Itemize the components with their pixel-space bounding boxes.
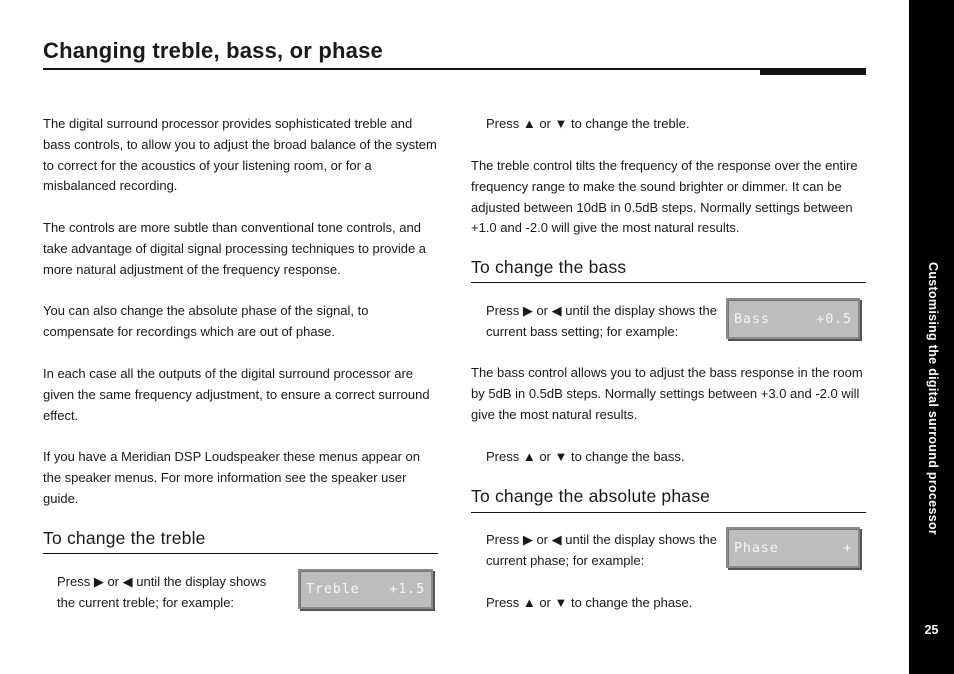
- outputs-paragraph: In each case all the outputs of the digital surround processor are given the same frequency adjustment, to ensure a correct surround effect.: [43, 366, 430, 423]
- controls-paragraph: The controls are more subtle than conventional tone controls, and take advantage of digital signal processing techniques to provide a more natural adjustment of the frequency response.: [43, 220, 427, 277]
- phase-heading: To change the absolute phase: [471, 486, 711, 506]
- phase-display: [726, 527, 860, 568]
- treble-description: The treble control tilts the frequency of the response over the entire frequency range to make the sound brighter or dimmer. It can be adjusted between 10dB in 0.5dB steps. Normally settings between +1.0 and -2.0 will give the most natural results.: [471, 158, 858, 236]
- loudspeaker-paragraph: If you have a Meridian DSP Loudspeaker these menus appear on the speaker menus. For more information see the speaker user guide.: [43, 449, 420, 506]
- phase-heading-rule: [471, 512, 866, 513]
- page-number: 25: [924, 623, 939, 637]
- phase-display-label: Phase: [734, 539, 779, 556]
- bass-description: The bass control allows you to adjust the bass response in the room by 5dB in 0.5dB steps. Normally settings between +3.0 and -2.0 will give the most natural results.: [471, 365, 863, 422]
- treble-display: [298, 569, 433, 609]
- bass-heading-rule: [471, 282, 866, 283]
- treble-press-text: Press ▲ or ▼ to change the treble.: [486, 116, 690, 131]
- title-accent-bar: [760, 68, 866, 75]
- bass-heading: To change the bass: [471, 257, 627, 277]
- phase-paragraph: You can also change the absolute phase of the signal, to compensate for recordings which are out of phase.: [43, 303, 369, 339]
- treble-step-text: Press ▶ or ◀ until the display shows the current treble; for example:: [57, 574, 267, 610]
- treble-heading-rule: [43, 553, 438, 554]
- side-tab-label: Customising the digital surround processor: [926, 262, 940, 536]
- treble-heading: To change the treble: [43, 528, 206, 548]
- phase-step-text: Press ▶ or ◀ until the display shows the current phase; for example:: [486, 532, 717, 568]
- treble-display-label: Treble: [306, 581, 360, 597]
- intro-paragraph: The digital surround processor provides sophisticated treble and bass controls, to allow you to adjust the broad balance of the system to correct for the acoustics of your listening room, or for a misbalanced recording.: [43, 116, 437, 194]
- page-title: Changing treble, bass, or phase: [43, 38, 383, 63]
- title-rule: [43, 68, 866, 70]
- phase-display-value: +: [843, 539, 852, 556]
- bass-display-label: Bass: [734, 310, 770, 327]
- treble-display-value: +1.5: [389, 581, 425, 597]
- phase-press-text: Press ▲ or ▼ to change the phase.: [486, 595, 693, 610]
- bass-press-text: Press ▲ or ▼ to change the bass.: [486, 449, 685, 464]
- bass-step-text: Press ▶ or ◀ until the display shows the current bass setting; for example:: [486, 303, 717, 339]
- bass-display-value: +0.5: [816, 310, 852, 327]
- bass-display: [726, 298, 860, 339]
